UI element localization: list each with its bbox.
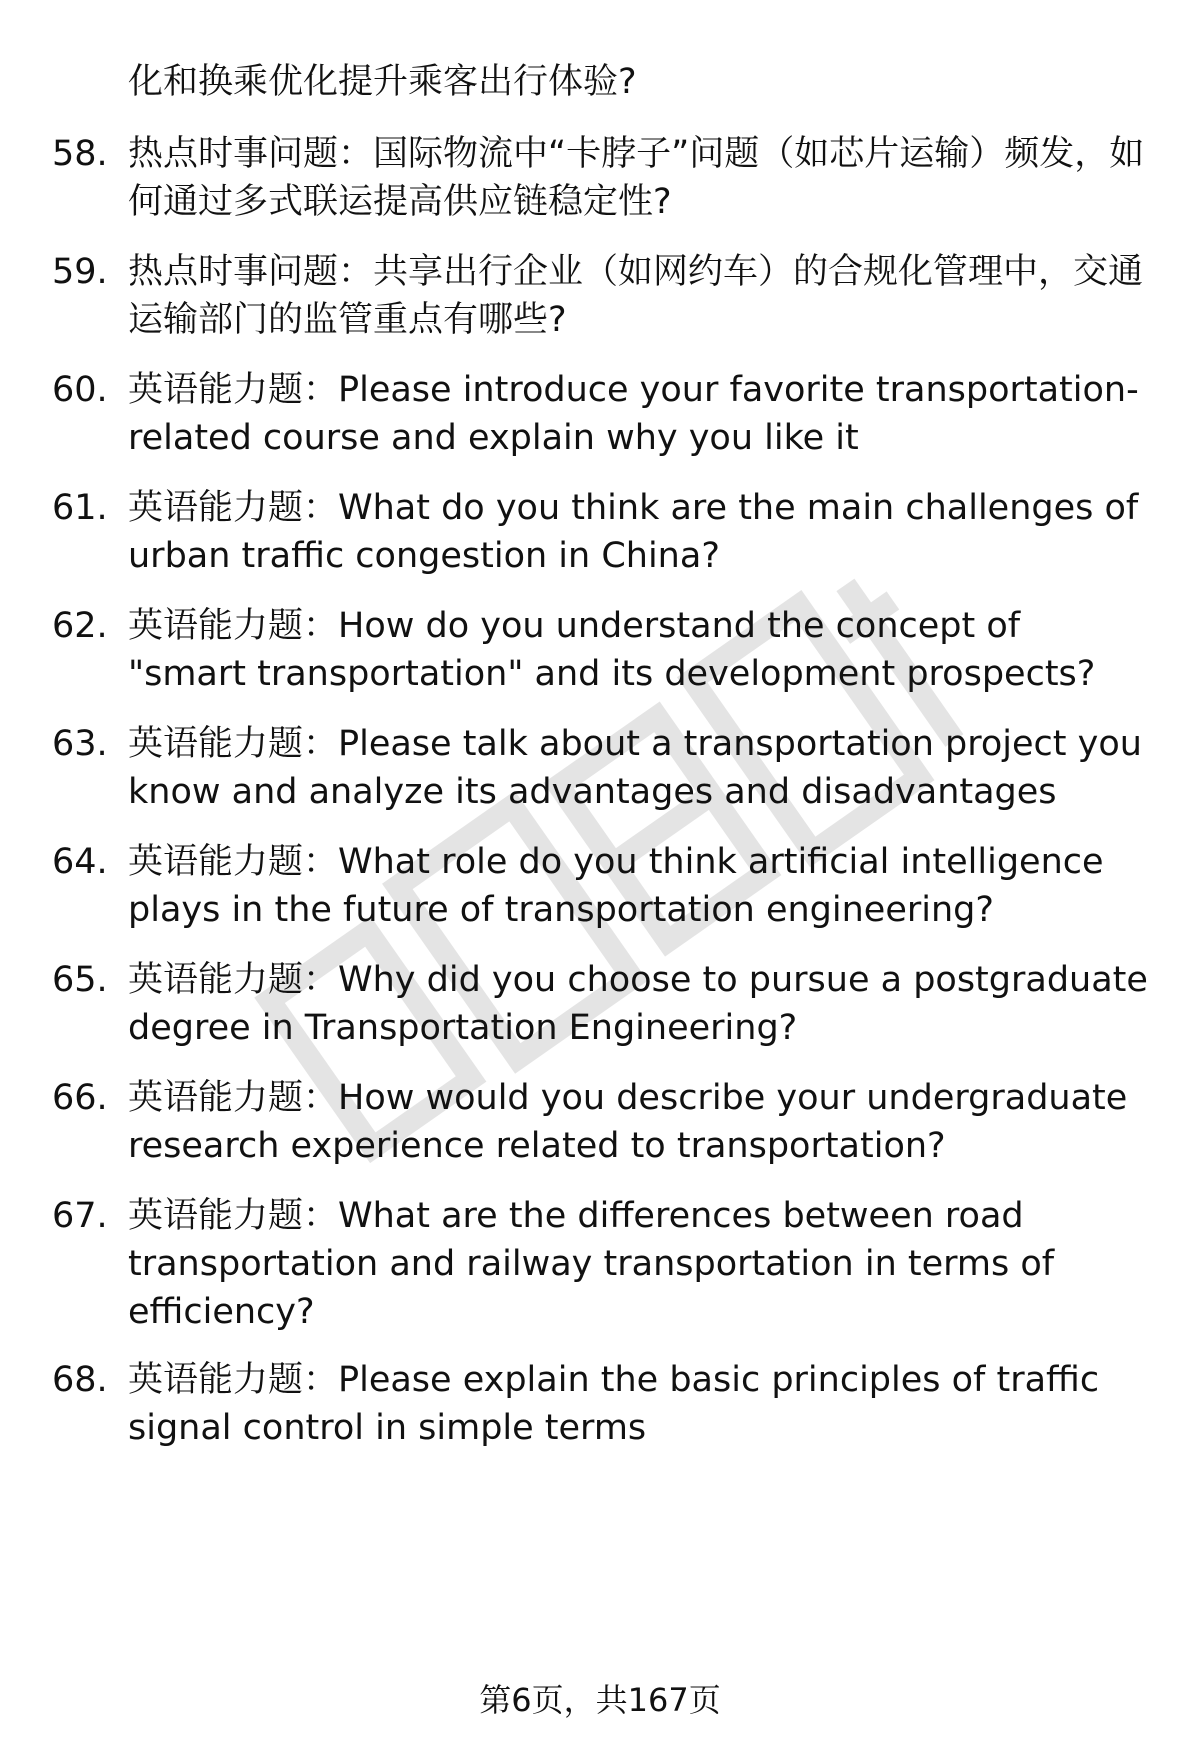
question-number: 65. — [52, 960, 108, 1000]
question-item-65 — [52, 956, 1152, 1052]
question-text: 英语能力题：How do you understand the concept of "smart transportation" and its development prospects? — [128, 606, 1096, 694]
question-number: 59. — [52, 252, 108, 292]
question-text: 热点时事问题：共享出行企业（如网约车）的合规化管理中，交通运输部门的监管重点有哪些? — [128, 252, 1144, 340]
question-number: 61. — [52, 488, 108, 528]
question-text: 英语能力题：Please introduce your favorite transportation-related course and explain why you like it — [128, 370, 1139, 458]
question-item-62 — [52, 602, 1152, 698]
question-number: 60. — [52, 370, 108, 410]
question-text: 英语能力题：What role do you think artificial intelligence plays in the future of transportation engineering? — [128, 842, 1104, 930]
question-item-59 — [52, 248, 1152, 344]
page-number-footer: 第6页，共167页 — [479, 1681, 721, 1719]
question-item-64 — [52, 838, 1152, 934]
question-number: 62. — [52, 606, 108, 646]
question-text: 英语能力题：Why did you choose to pursue a postgraduate degree in Transportation Engineering? — [128, 960, 1148, 1048]
question-text: 英语能力题：What do you think are the main challenges of urban traffic congestion in China? — [128, 488, 1139, 576]
question-text: 英语能力题：Please talk about a transportation project you know and analyze its advantages and disadvantages — [128, 724, 1142, 812]
question-item-68 — [52, 1356, 1152, 1452]
question-number: 58. — [52, 134, 108, 174]
question-text: 英语能力题：What are the differences between road transportation and railway transportation in terms of efficiency? — [128, 1196, 1055, 1332]
question-number: 66. — [52, 1078, 108, 1118]
question-item-60 — [52, 366, 1152, 462]
question-item-66 — [52, 1074, 1152, 1170]
question-text: 英语能力题：How would you describe your undergraduate research experience related to transportation? — [128, 1078, 1128, 1166]
continued-question-text: 化和换乘优化提升乘客出行体验? — [128, 62, 637, 102]
question-number: 67. — [52, 1196, 108, 1236]
question-item-61 — [52, 484, 1152, 580]
question-number: 68. — [52, 1360, 108, 1400]
question-number: 64. — [52, 842, 108, 882]
question-item-63 — [52, 720, 1152, 816]
question-number: 63. — [52, 724, 108, 764]
question-text: 英语能力题：Please explain the basic principles of traffic signal control in simple terms — [128, 1360, 1100, 1448]
question-item-67 — [52, 1192, 1152, 1336]
question-item-58 — [52, 130, 1152, 226]
question-text: 热点时事问题：国际物流中“卡脖子”问题（如芯片运输）频发，如何通过多式联运提高供应链稳定性? — [128, 134, 1145, 222]
